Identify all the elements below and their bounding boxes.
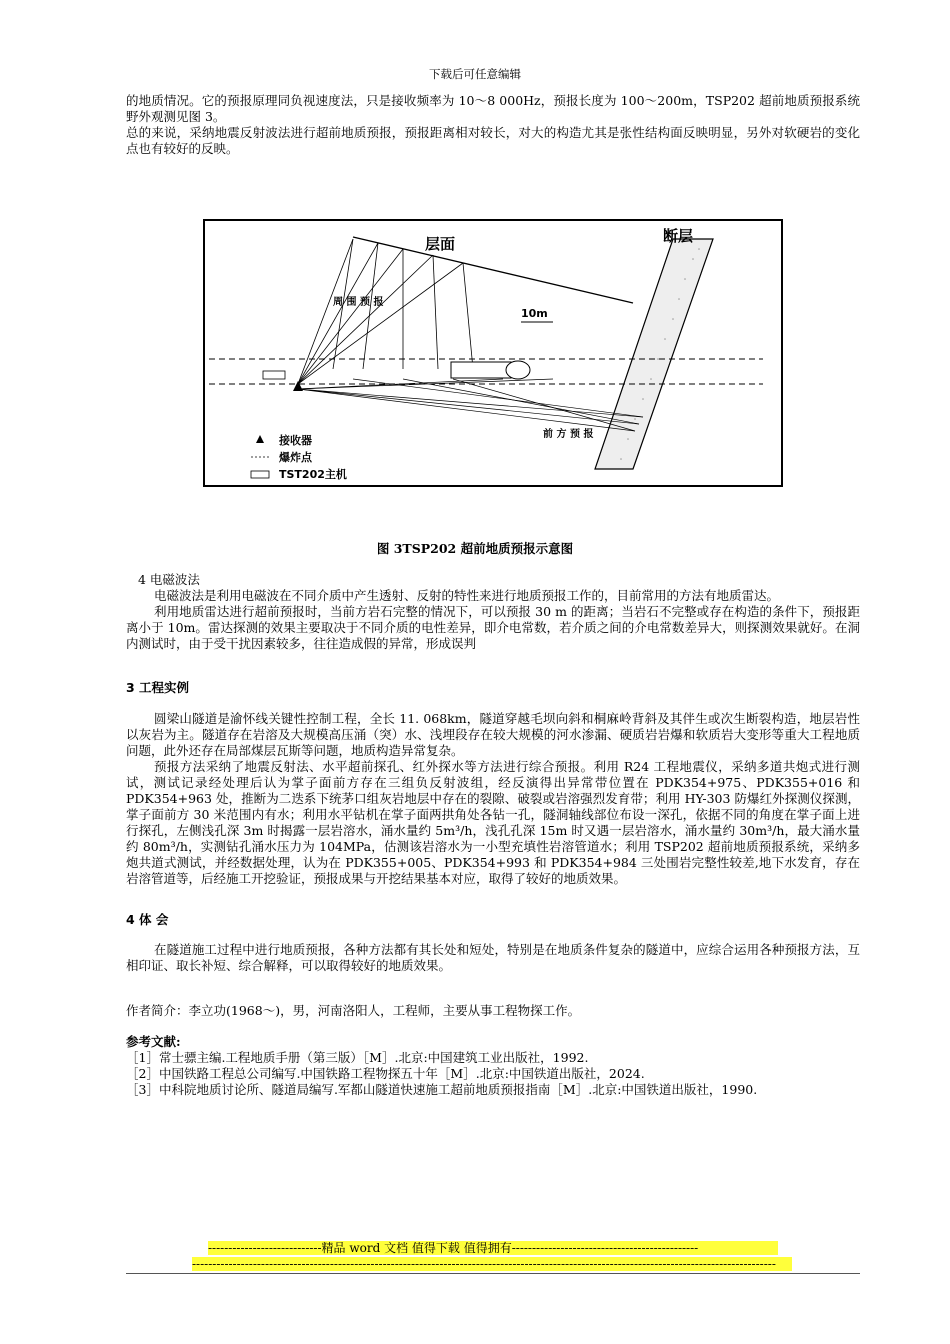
figure-caption: 图 3TSP202 超前地质预报示意图: [376, 541, 574, 556]
section3-paragraph-2: 预报方法采纳了地震反射法、水平超前探孔、红外探水等方法进行综合预报。利用 R24 工程地震仪，采纳多道共炮式进行测试，测试记录经处理后认为掌子面前方存在三组负反射波组，经反演得出异常带位置在 PDK354+975、PDK355+016 和 PDK354+963 处，推断为二迭系下统茅口组灰岩地层中存在的裂隙、破裂或岩溶强烈发育带；利用 HY-303 防爆红外探测仪探测，掌子面前方 30 米范围内有水；利用水平钻机在掌子面两拱角处各钻一孔，隧洞轴线部位布设一深孔，依据不同的角度在掌子面上进行探孔，左侧浅孔深 3m 时揭露一层岩溶水，涌水量约 5m³/h，浅孔孔深 15m 时又遇一层岩溶水，涌水量约 30m³/h，最大涌水量约 80m³/h，实测钻孔涌水压力为 104MPa，估测该岩溶水为一小型充填性岩溶管道水；利用 TSP202 超前地质预报系统，采纳多炮共道式测试，并经数据处理，认为在 PDK355+005、PDK354+993 和 PDK354+984 三处围岩完整性较差,地下水发育，存在岩溶管道等，后经施工开挖验证，预报成果与开挖结果基本对应，取得了较好的地质效果。: [126, 759, 860, 886]
section3-body: [126, 711, 860, 887]
intro-paragraph-2: 总的来说，采纳地震反射波法进行超前地质预报，预报距离相对较长，对大的构造尤其是张性结构面反映明显，另外对软硬岩的变化点也有较好的反映。: [126, 125, 860, 156]
label-front: 前 方 预 报: [543, 429, 594, 440]
legend-host-icon: [251, 471, 269, 478]
label-layer: 层面: [425, 235, 456, 253]
footer-dashes: ------------------------------------------------------------------------------------------------------------------------------------------------: [192, 1257, 792, 1271]
section-em-title: 4 电磁波法: [138, 572, 200, 587]
section4-body: [126, 942, 860, 974]
legend-shot: 爆炸点: [279, 451, 312, 464]
page-header: 下载后可任意编辑: [429, 67, 521, 81]
tbm-body: [451, 362, 511, 378]
section3-title: 3 工程实例: [126, 680, 190, 695]
section4-paragraph-1: 在隧道施工过程中进行地质预报，各种方法都有其长处和短处，特别是在地质条件复杂的隧道中，应综合运用各种预报方法，互相印证、取长补短、综合解释，可以取得较好的地质效果。: [126, 942, 860, 973]
intro-paragraph-1: 的地质情况。它的预报原理同负视速度法，只是接收频率为 10～8 000Hz，预报长度为 100～200m，TSP202 超前地质预报系统野外观测见图 3。: [126, 93, 860, 124]
references: [126, 1034, 860, 1098]
reference-item: ［2］中国铁路工程总公司编写.中国铁路工程物探五十年［M］.北京:中国铁道出版社，2024.: [126, 1066, 645, 1081]
label-fault: 断层: [663, 227, 694, 245]
intro-text: [126, 93, 860, 157]
section-em: [126, 572, 860, 652]
reference-item: ［1］常士骠主编.工程地质手册（第三版）［M］.北京:中国建筑工业出版社，1992.: [126, 1050, 589, 1065]
section4-title: 4 体 会: [126, 912, 169, 927]
label-scale: 10m: [521, 307, 548, 320]
tsp-diagram: [203, 219, 783, 487]
references-title: 参考文献:: [126, 1034, 181, 1049]
footer-banner: ----------------------------精品 word 文档 值得下载 值得拥有----------------------------------------------: [208, 1241, 778, 1255]
section-em-paragraph-1: 电磁波法是利用电磁波在不同介质中产生透射、反射的特性来进行地质预报工作的，目前常用的方法有地质雷达。: [154, 588, 780, 603]
label-around: 周 围 预 报: [333, 297, 384, 308]
legend-host: TST202主机: [279, 468, 347, 481]
author-note: 作者简介：李立功(1968～)，男，河南洛阳人，工程师，主要从事工程物探工作。: [126, 1003, 581, 1018]
tbm-head: [506, 361, 530, 379]
legend-receiver: 接收器: [279, 434, 312, 447]
footer-rule: [126, 1273, 860, 1274]
section-em-paragraph-2: 利用地质雷达进行超前预报时，当前方岩石完整的情况下，可以预报 30 m 的距离；当岩石不完整或存在构造的条件下，预报距离小于 10m。雷达探测的效果主要取决于不同介质的电性差异，即介电常数，若介质之间的介电常数差异大，则探测效果就好。在洞内测试时，由于受干扰因素较多，往往造成假的异常，形成误判: [126, 604, 860, 651]
host-box: [263, 371, 285, 379]
section3-paragraph-1: 圆梁山隧道是渝怀线关键性控制工程，全长 11. 068km，隧道穿越毛坝向斜和桐麻岭背斜及其伴生或次生断裂构造，地层岩性以灰岩为主。隧道存在岩溶及大规模高压涌（突）水、浅埋段存在较大规模的河水渗漏、硬质岩岩爆和软质岩大变形等重大工程地质问题，此外还存在局部煤层瓦斯等问题，地质构造异常复杂。: [126, 711, 860, 758]
reference-item: ［3］中科院地质讨论所、隧道局编写.军都山隧道快速施工超前地质预报指南［M］.北京:中国铁道出版社，1990.: [126, 1082, 758, 1097]
